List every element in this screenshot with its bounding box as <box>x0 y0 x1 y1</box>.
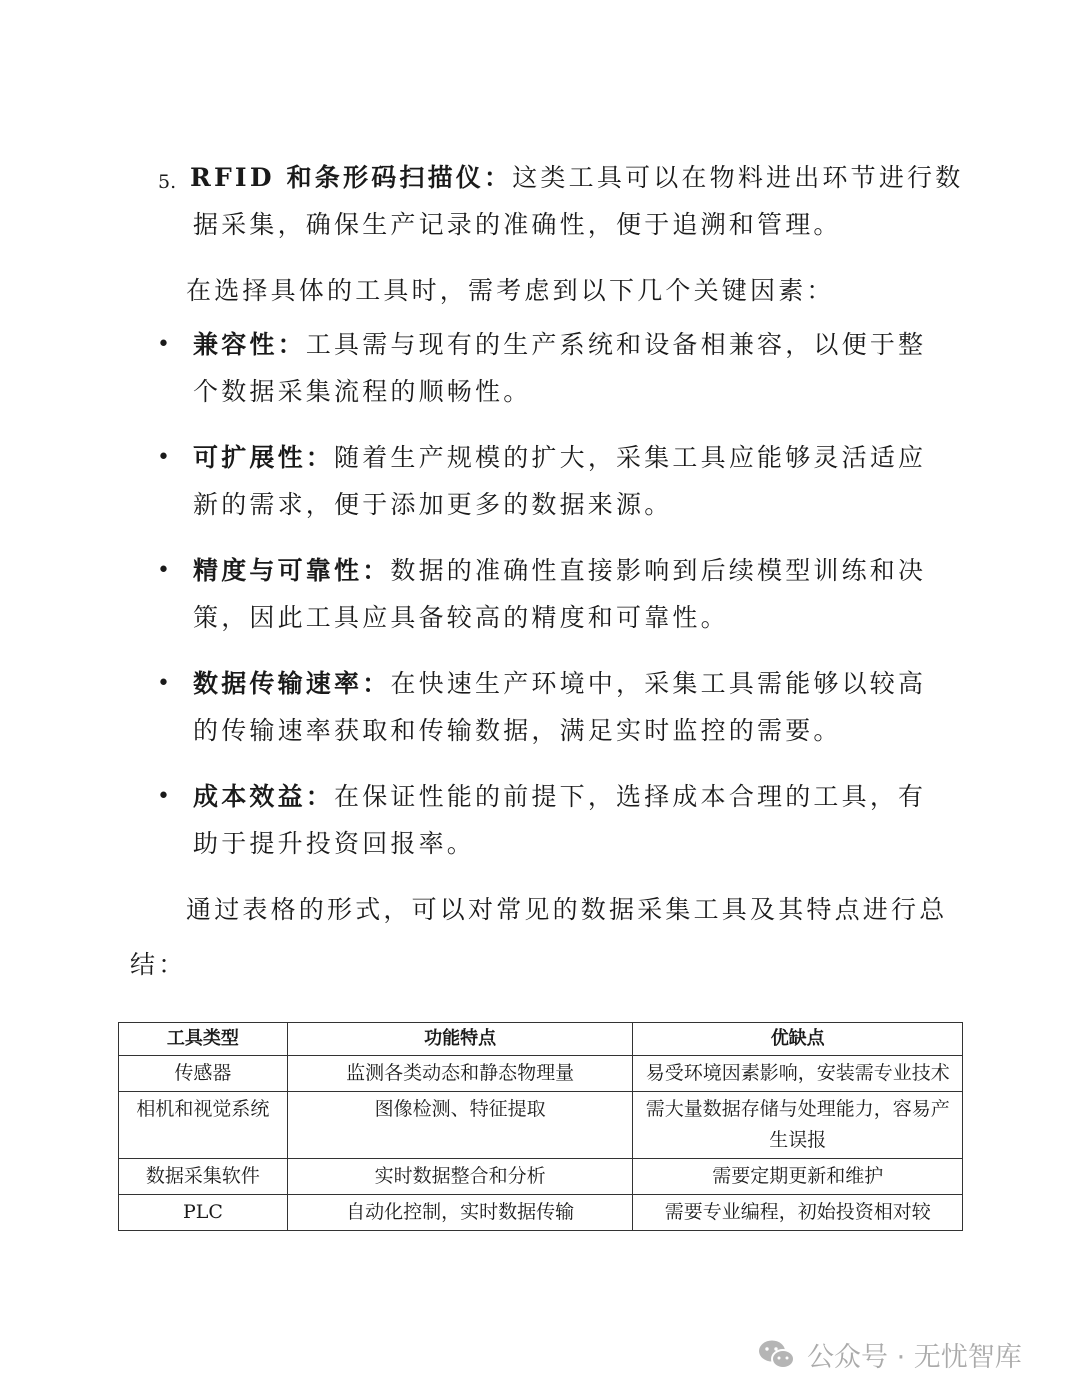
table-row <box>119 1159 963 1195</box>
item5-line-1 <box>190 163 963 193</box>
table-cell: 相机和视觉系统 <box>119 1092 288 1159</box>
table-cell: PLC <box>119 1195 288 1231</box>
bullet-text: 在保证性能的前提下，选择成本合理的工具，有 <box>334 782 927 811</box>
bullet-icon: • <box>157 784 170 809</box>
bullet-icon: • <box>157 445 170 470</box>
bullet-icon: • <box>157 671 170 696</box>
bullet-text: 数据的准确性直接影响到后续模型训练和决 <box>390 556 927 585</box>
header-features: 功能特点 <box>287 1023 633 1056</box>
bullet-text: 工具需与现有的生产系统和设备相兼容，以便于整 <box>305 330 927 359</box>
intro-paragraph: 在选择具体的工具时，需考虑到以下几个关键因素： <box>186 276 835 305</box>
bullet-text: 随着生产规模的扩大，采集工具应能够灵活适应 <box>334 443 927 472</box>
table-cell: 需要专业编程，初始投资相对较 <box>633 1195 963 1231</box>
item5-title: RFID 和条形码扫描仪： <box>190 163 513 192</box>
bullet-line-2: 个数据采集流程的顺畅性。 <box>193 377 532 406</box>
bullet-icon: • <box>157 332 170 357</box>
tools-table <box>118 1022 963 1231</box>
table-cell: 易受环境因素影响，安装需专业技术 <box>633 1056 963 1092</box>
bullet-line-2: 新的需求，便于添加更多的数据来源。 <box>193 490 673 519</box>
table-row <box>119 1195 963 1231</box>
bullet-title: 兼容性： <box>193 330 306 359</box>
bullet-line-1 <box>193 330 926 360</box>
table-row <box>119 1092 963 1159</box>
wechat-icon <box>757 1339 797 1371</box>
bullet-text: 在快速生产环境中，采集工具需能够以较高 <box>390 669 927 698</box>
table-cell: 图像检测、特征提取 <box>287 1092 633 1159</box>
table-cell: 实时数据整合和分析 <box>287 1159 633 1195</box>
watermark-text: 公众号 · 无忧智库 <box>807 1342 1022 1373</box>
table-row <box>119 1056 963 1092</box>
table-cell: 传感器 <box>119 1056 288 1092</box>
header-tool-type: 工具类型 <box>119 1023 288 1056</box>
bullet-line-1 <box>193 556 926 586</box>
bullet-title: 数据传输速率： <box>193 669 391 698</box>
bullet-title: 精度与可靠性： <box>193 556 391 585</box>
list-number: 5. <box>158 171 177 193</box>
bullet-line-1 <box>193 669 926 699</box>
bullet-line-2: 策，因此工具应具备较高的精度和可靠性。 <box>193 603 729 632</box>
header-pros-cons: 优缺点 <box>633 1023 963 1056</box>
bullet-icon: • <box>157 558 170 583</box>
bullet-line-2: 的传输速率获取和传输数据，满足实时监控的需要。 <box>193 716 842 745</box>
item5-text: 这类工具可以在物料进出环节进行数 <box>512 163 964 192</box>
watermark <box>757 1335 1022 1374</box>
bullet-line-2: 助于提升投资回报率。 <box>193 829 476 858</box>
item5-line-2: 据采集，确保生产记录的准确性，便于追溯和管理。 <box>193 210 842 239</box>
bullet-title: 可扩展性： <box>193 443 335 472</box>
table-cell: 监测各类动态和静态物理量 <box>287 1056 633 1092</box>
table-cell: 自动化控制，实时数据传输 <box>287 1195 633 1231</box>
summary-line-1: 通过表格的形式，可以对常见的数据采集工具及其特点进行总 <box>186 895 948 924</box>
bullet-title: 成本效益： <box>193 782 335 811</box>
table-cell: 数据采集软件 <box>119 1159 288 1195</box>
summary-line-2: 结： <box>130 950 187 979</box>
table-cell: 需要定期更新和维护 <box>633 1159 963 1195</box>
bullet-line-1 <box>193 443 926 473</box>
table-cell: 需大量数据存储与处理能力，容易产生误报 <box>633 1092 963 1159</box>
bullet-line-1 <box>193 782 926 812</box>
